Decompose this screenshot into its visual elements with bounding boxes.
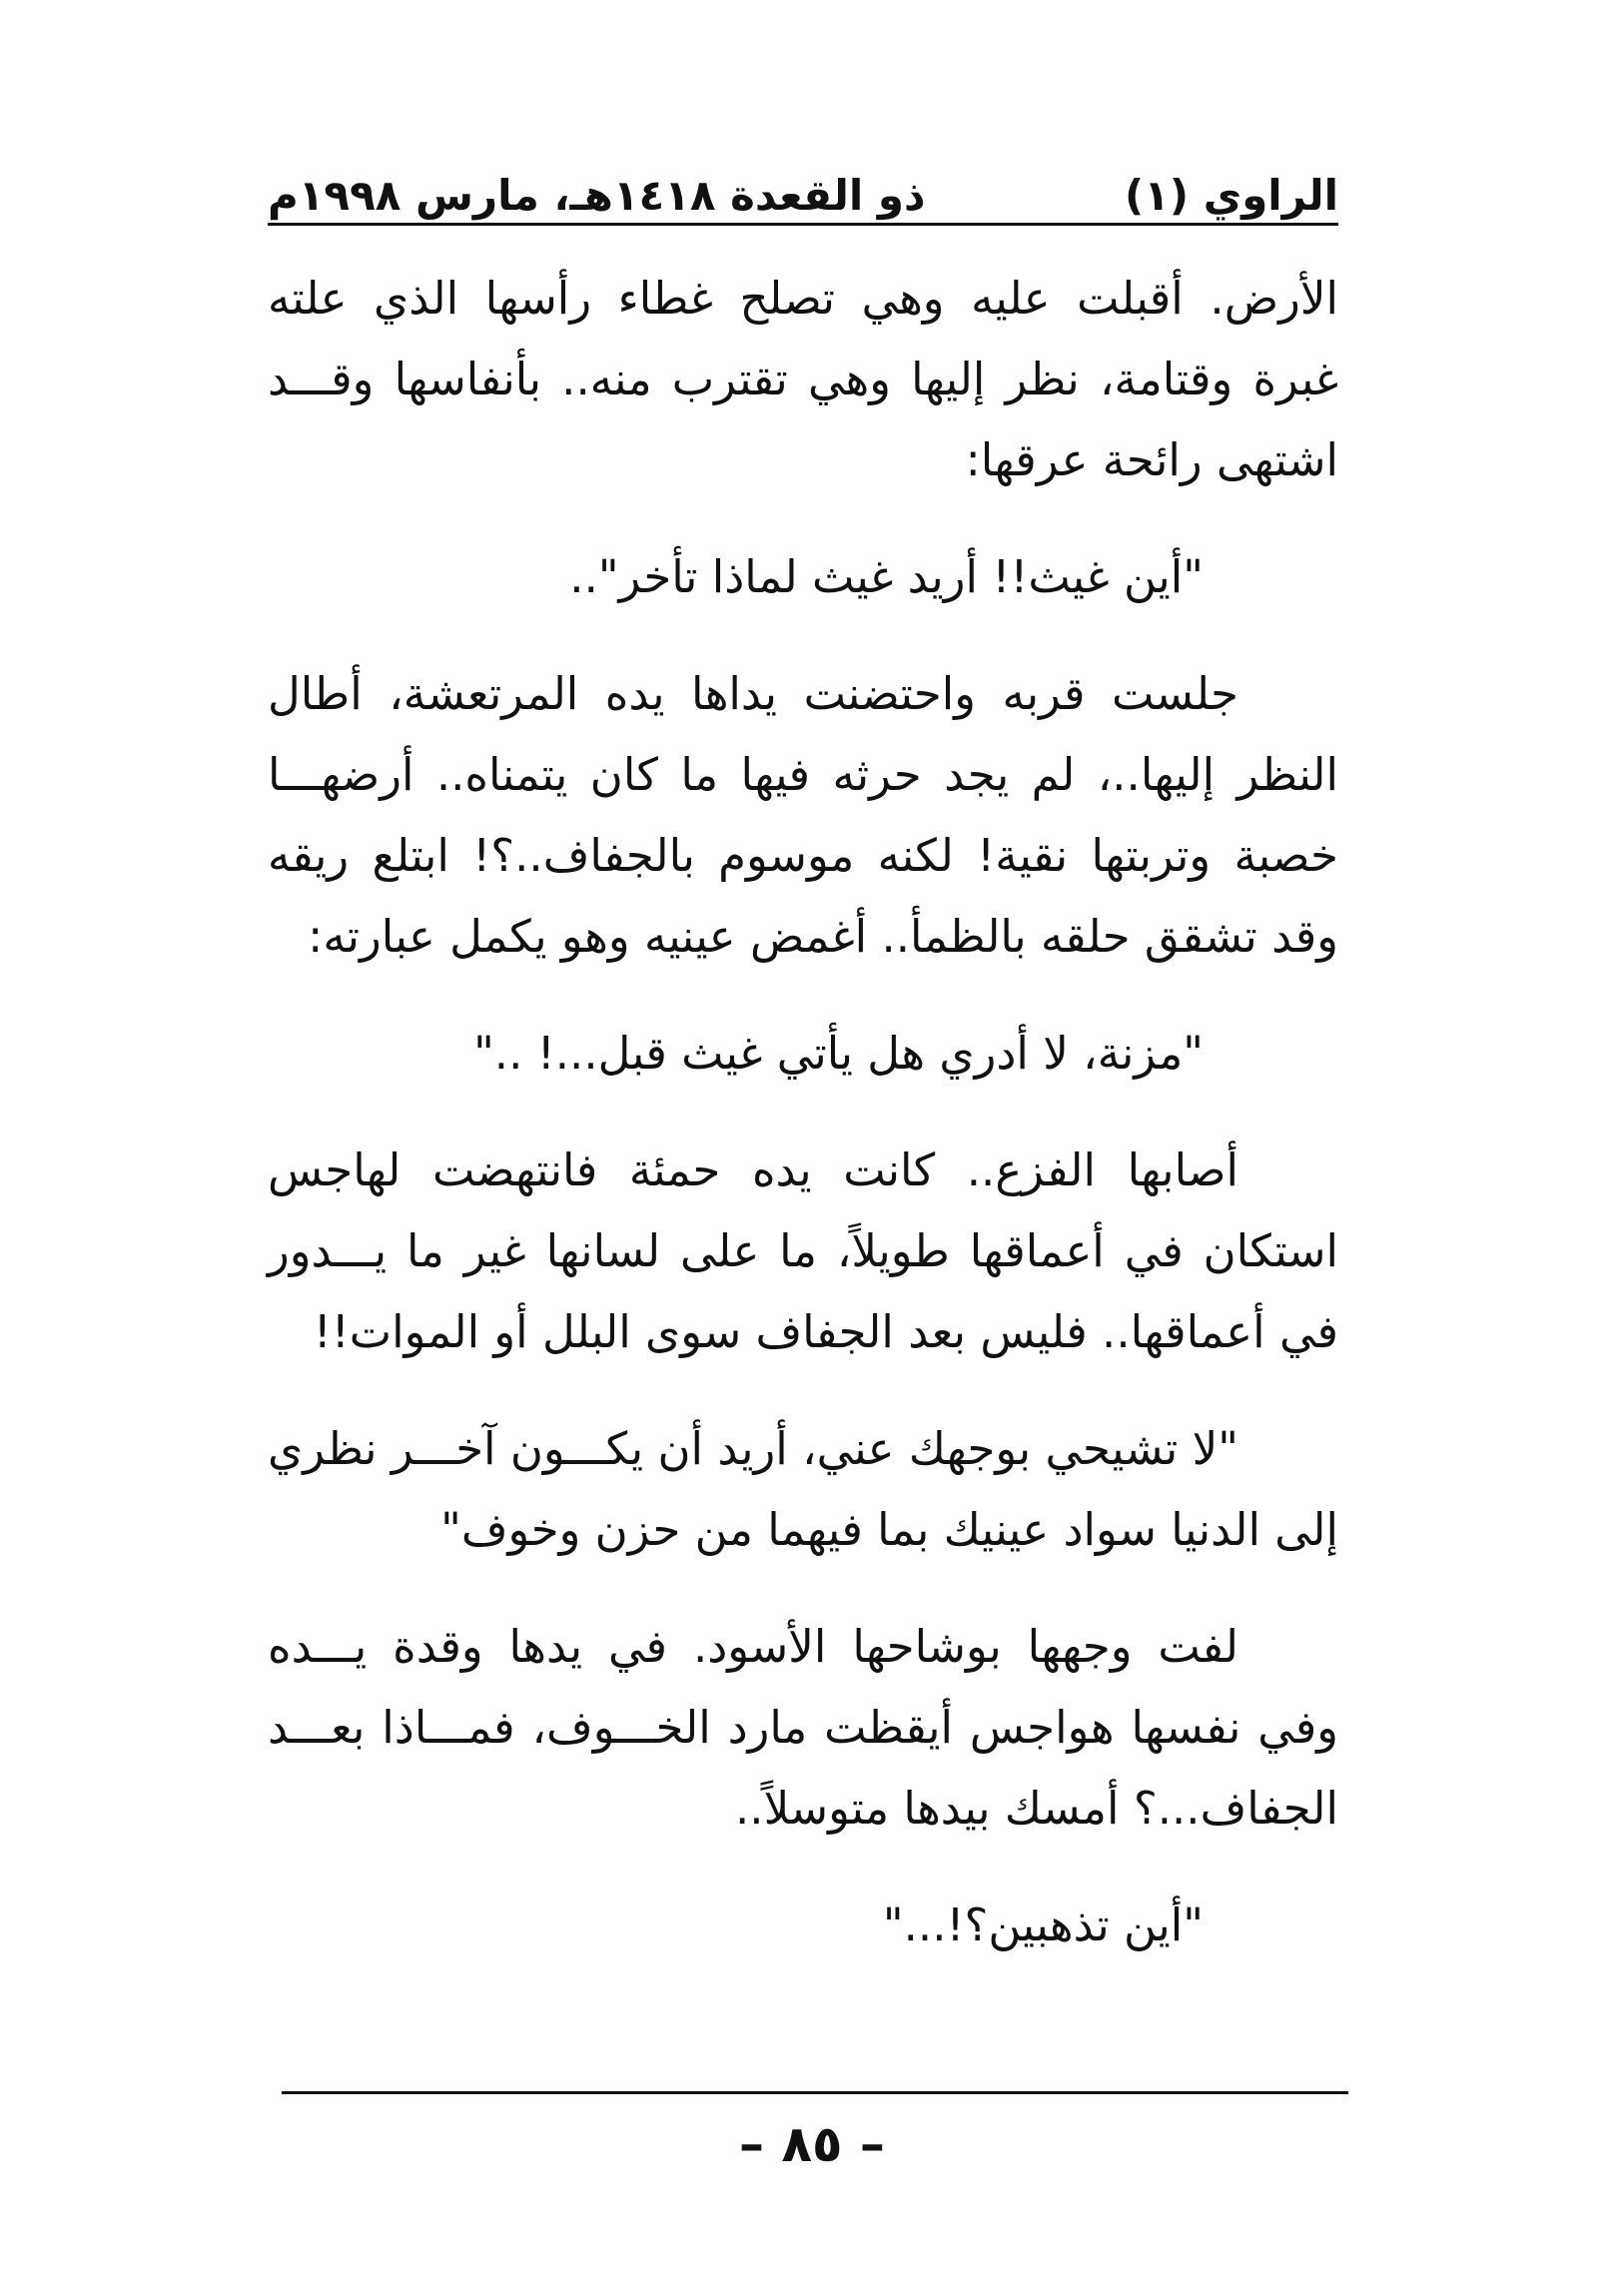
paragraph: الأرض. أقبلت عليه وهي تصلح غطاء رأسها الذي علته غبرة وقتامة، نظر إليها وهي تقترب منه.. بأنفاسها وقـــد اشتهى رائحة عرقها:	[268, 272, 1338, 486]
page-number: – ٨٥ –	[739, 2115, 885, 2173]
running-header	[268, 150, 1338, 220]
issue-date: ذو القعدة ١٤١٨هـ، مارس ١٩٩٨م	[268, 171, 926, 220]
footer-divider	[282, 2091, 1348, 2094]
paragraph: لفت وجهها بوشاحها الأسود. في يدها وقدة يـــده وفي نفسها هواجس أيقظت مارد الخـــوف، فمـــاذا بعـــد الجفاف...؟ أمسك بيدها متوسلاً..	[268, 1620, 1338, 1835]
dialogue-line: "مزنة، لا أدري هل يأتي غيث قبل...! .."	[473, 1027, 1204, 1080]
paragraph: أصابها الفزع.. كانت يده حمئة فانتهضت لهاجس استكان في أعماقها طويلاً، ما على لسانها غير ما يـــدور في أعماقها.. فليس بعد الجفاف سوى البلل أو الموات!!	[268, 1143, 1338, 1358]
paragraph: جلست قربه واحتضنت يداها يده المرتعشة، أطال النظر إليها..، لم يجد حرثه فيها ما كان يتمناه.. أرضهـــا خصبة وتربتها نقية! لكنه موسوم بالجفاف..؟! ابتلع ريقه وقد تشقق حلقه بالظمأ.. أغمض عينيه وهو يكمل عبارته:	[268, 667, 1338, 963]
journal-title: الراوي (١)	[1125, 171, 1338, 220]
header-divider	[268, 223, 1338, 226]
dialogue-paragraph: "لا تشيحي بوجهك عني، أريد أن يكـــون آخـــر نظري إلى الدنيا سواد عينيك بما فيهما من حزن وخوف"	[268, 1422, 1338, 1556]
dialogue-line: "أين تذهبين؟!..."	[882, 1898, 1204, 1951]
story-text	[268, 258, 1338, 1965]
dialogue-line: "أين غيث!! أريد غيث لماذا تأخر"..	[569, 550, 1204, 603]
